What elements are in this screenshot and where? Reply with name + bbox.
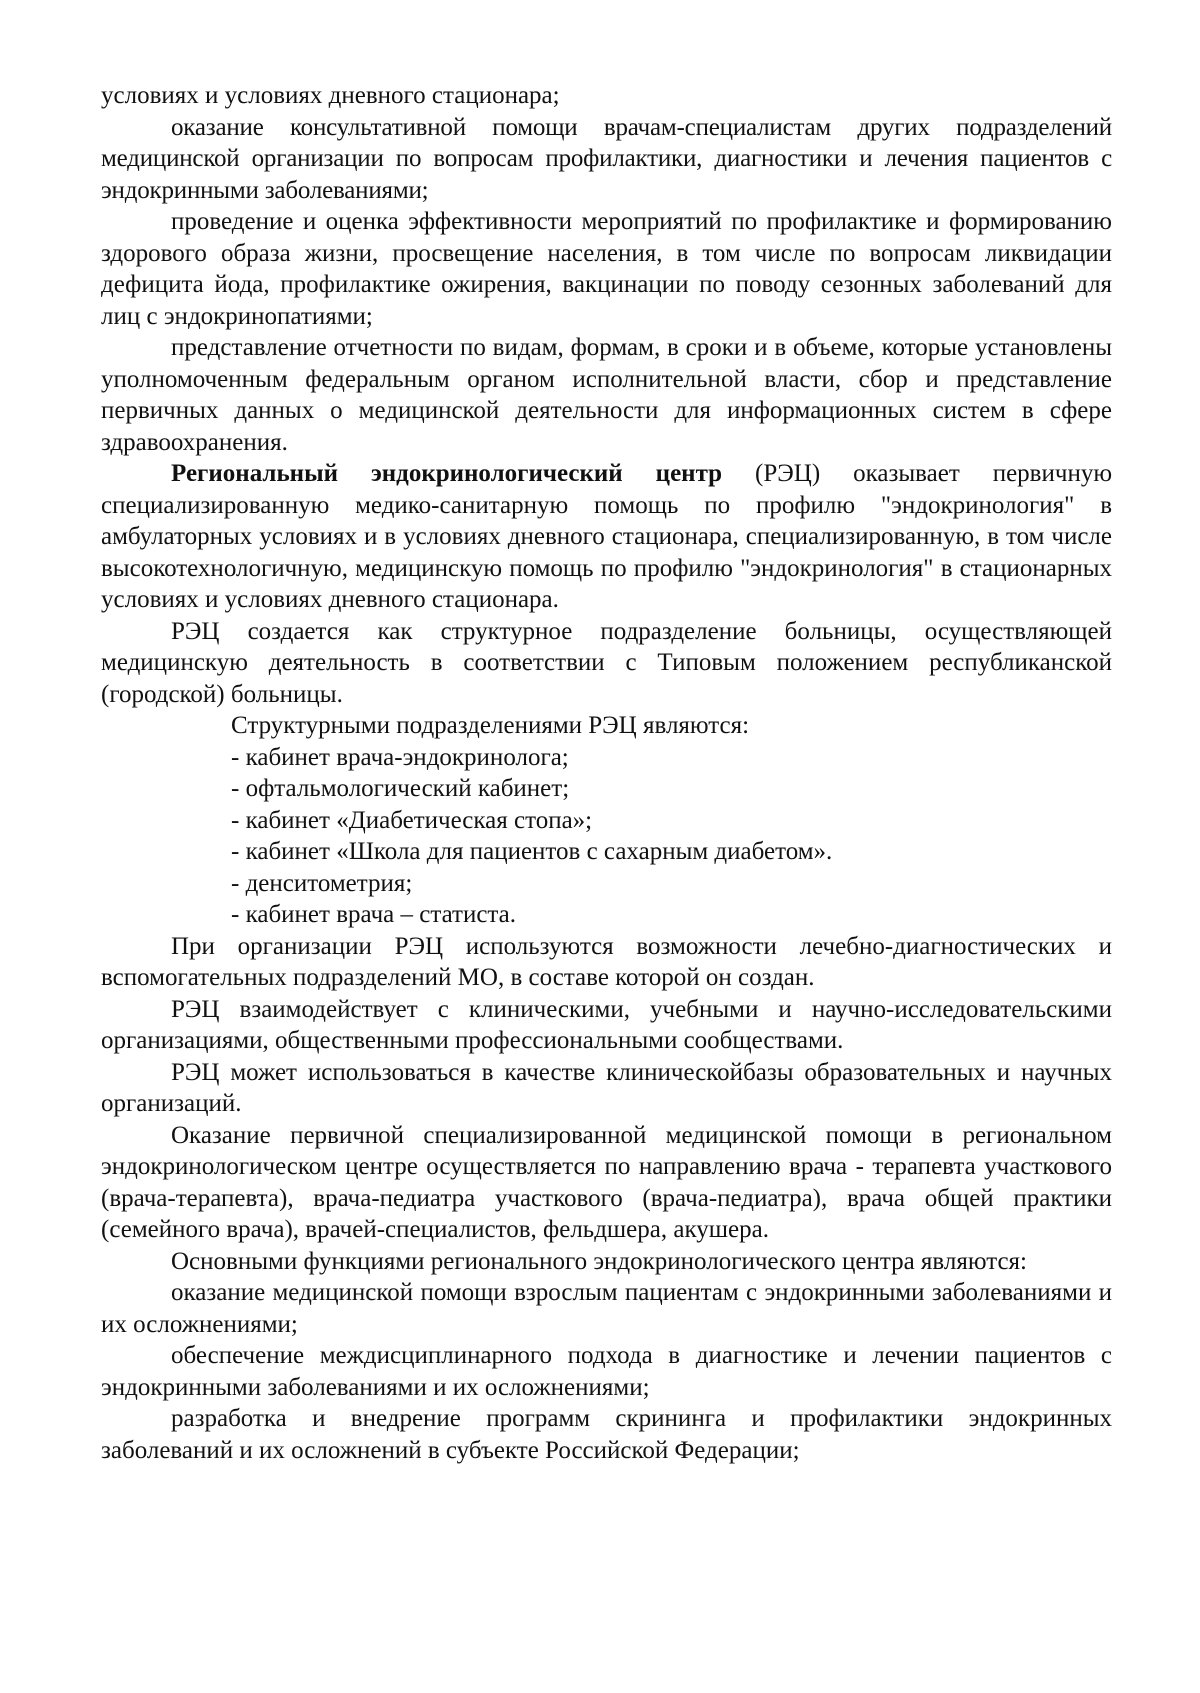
paragraph-consultative-help: оказание консультативной помощи врачам-специалистам других подразделений медицинской организации по вопросам профилактики, диагностики и лечения пациентов с эндокринными заболеваниями;: [101, 113, 1112, 204]
rec-definition-text: (РЭЦ) оказывает первичную специализированную медико-санитарную помощь по профилю "эндокринология" в амбулаторных условиях и в условиях дневного стационара, специализированную, в том числе высокотехнологичную, медицинскую помощь по профилю "эндокринология" в стационарных условиях и условиях дневного стационара.: [101, 460, 1112, 613]
paragraph-function-screening: разработка и внедрение программ скрининга и профилактики эндокринных заболеваний и их осложнений в субъекте Российской Федерации;: [101, 1405, 1112, 1464]
paragraph-continuation: условиях и условиях дневного стационара;: [101, 82, 560, 109]
list-item: - денситометрия;: [231, 869, 413, 897]
paragraph-rec-creation: РЭЦ создается как структурное подразделение больницы, осуществляющей медицинскую деятельность в соответствии с Типовым положением республиканской (городской) больницы.: [101, 617, 1112, 708]
paragraph-reporting: представление отчетности по видам, формам, в сроки и в объеме, которые установлены уполномоченным федеральным органом исполнительной власти, сбор и представление первичных данных о медицинской деятельности для информационных систем в сфере здравоохранения.: [101, 334, 1112, 456]
structure-list-intro: Структурными подразделениями РЭЦ являются:: [231, 712, 750, 739]
rec-title-bold: Региональный эндокринологический центр: [171, 460, 723, 487]
paragraph-referral: Оказание первичной специализированной медицинской помощи в региональном эндокринологическом центре осуществляется по направлению врача - терапевта участкового (врача-терапевта), врача-педиатра участкового (врача-педиатра), врача общей практики (семейного врача), врачей-специалистов, фельдшера, акушера.: [101, 1121, 1112, 1243]
paragraph-clinical-base: РЭЦ может использоваться в качестве клиническойбазы образовательных и научных организаций.: [101, 1058, 1112, 1117]
paragraph-function-adult-care: оказание медицинской помощи взрослым пациентам с эндокринными заболеваниями и их осложнениями;: [101, 1279, 1112, 1338]
paragraph-organization: При организации РЭЦ используются возможности лечебно-диагностических и вспомогательных подразделений МО, в составе которой он создан.: [101, 932, 1112, 991]
structure-list: [101, 742, 1112, 931]
list-item: - офтальмологический кабинет;: [231, 775, 570, 802]
paragraph-functions-intro: Основными функциями регионального эндокринологического центра являются:: [171, 1247, 1027, 1275]
document-body: [101, 80, 1112, 1466]
list-item: - кабинет врача-эндокринолога;: [231, 743, 569, 771]
list-item: - кабинет врача – статиста.: [231, 901, 517, 928]
list-item: - кабинет «Диабетическая стопа»;: [231, 806, 593, 834]
paragraph-prevention: проведение и оценка эффективности мероприятий по профилактике и формированию здорового образа жизни, просвещение населения, в том числе по вопросам ликвидации дефицита йода, профилактике ожирения, вакцинации по поводу сезонных заболеваний для лиц с эндокринопатиями;: [101, 208, 1112, 330]
list-item: - кабинет «Школа для пациентов с сахарным диабетом».: [231, 838, 833, 865]
paragraph-function-interdisciplinary: обеспечение междисциплинарного подхода в диагностике и лечении пациентов с эндокринными заболеваниями и их осложнениями;: [101, 1342, 1112, 1401]
paragraph-interaction: РЭЦ взаимодействует с клиническими, учебными и научно-исследовательскими организациями, общественными профессиональными сообществами.: [101, 995, 1112, 1054]
paragraph-rec-definition: [101, 458, 1112, 616]
